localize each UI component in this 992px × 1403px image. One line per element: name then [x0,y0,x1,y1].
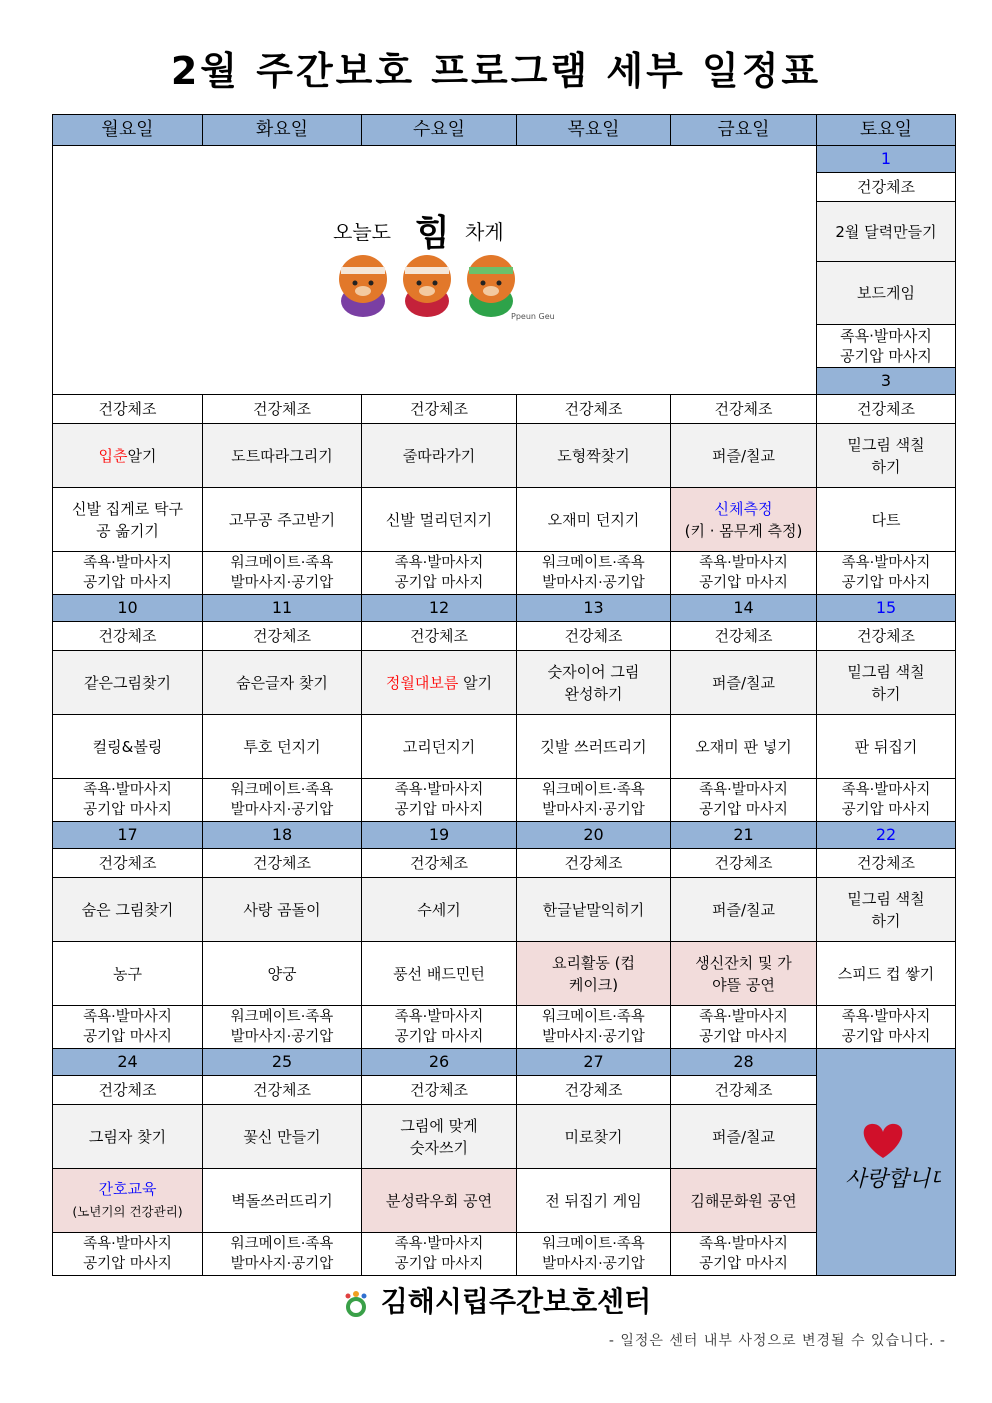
exercise-cell: 건강체조 [362,1076,517,1105]
program-cell: 투호 던지기 [203,715,362,779]
date-cell: 13 [517,595,671,622]
massage-cell: 족욕·발마사지 공기압 마사지 [671,1006,817,1049]
massage-cell: 족욕·발마사지 공기압 마사지 [817,1006,956,1049]
exercise-cell: 건강체조 [203,395,362,424]
massage-cell: 워크메이트·족욕 발마사지·공기압 [517,1006,671,1049]
program-cell: 숨은 그림찾기 [53,878,203,942]
footer-org-name: 김해시립주간보호센터 [380,1285,652,1318]
week2-massage-row [53,779,956,822]
weekday-thu: 목요일 [517,115,671,146]
program-cell: 퍼즐/칠교 [671,1105,817,1169]
date-cell: 21 [671,822,817,849]
exercise-cell: 건강체조 [671,849,817,878]
footer-org [0,1280,992,1320]
date-cell: 10 [53,595,203,622]
exercise-cell: 건강체조 [817,849,956,878]
program-cell: 벽돌쓰러뜨리기 [203,1169,362,1233]
exercise-cell: 건강체조 [817,395,956,424]
date-1-label: 1 [880,149,892,168]
program-cell: 줄따라가기 [362,424,517,488]
program-cell: 꽃신 만들기 [203,1105,362,1169]
sat1-program1: 2월 달력만들기 [817,202,956,262]
program-cell: 퍼즐/칠교 [671,651,817,715]
exercise-cell: 건강체조 [671,395,817,424]
footer-note: - 일정은 센터 내부 사정으로 변경될 수 있습니다. - [608,1333,946,1349]
exercise-cell: 건강체조 [203,849,362,878]
date-cell: 15 [817,595,956,622]
program-cell: 오재미 판 넣기 [671,715,817,779]
program-cell: 미로찾기 [517,1105,671,1169]
date-cell: 3 [817,368,956,395]
program-cell: 숫자이어 그림완성하기 [517,651,671,715]
massage-cell: 족욕·발마사지 공기압 마사지 [817,779,956,822]
massage-cell: 족욕·발마사지 공기압 마사지 [53,552,203,595]
week0-date-row [53,146,956,173]
program-cell: 도트따라그리기 [203,424,362,488]
massage-cell: 워크메이트·족욕 발마사지·공기압 [203,1233,362,1276]
date-cell: 27 [517,1049,671,1076]
weekday-wed: 수요일 [362,115,517,146]
date-cell: 17 [53,822,203,849]
program-cell: 고무공 주고받기 [203,488,362,552]
page-title: 2월 주간보호 프로그램 세부 일정표 [170,49,822,93]
program-cell: 정월대보름 알기 [362,651,517,715]
program-cell-special: 생신잔치 및 가야뜰 공연 [671,942,817,1006]
week2-date-row [53,595,956,622]
massage-cell: 족욕·발마사지 공기압 마사지 [53,1006,203,1049]
exercise-cell: 건강체조 [203,1076,362,1105]
program-cell: 도형짝찾기 [517,424,671,488]
date-cell: 22 [817,822,956,849]
week3-exercise-row [53,849,956,878]
program-cell: 전 뒤집기 게임 [517,1169,671,1233]
week2-program1-row [53,651,956,715]
date-1 [817,146,956,173]
sat1-massage: 족욕·발마사지 공기압 마사지 [817,325,956,368]
massage-cell: 워크메이트·족욕 발마사지·공기압 [517,552,671,595]
program-cell: 컬링&볼링 [53,715,203,779]
week1-massage-row [53,552,956,595]
program-cell: 밑그림 색칠하기 [817,878,956,942]
date-cell: 14 [671,595,817,622]
program-cell: 퍼즐/칠교 [671,878,817,942]
program-cell-special: 분성락우회 공연 [362,1169,517,1233]
date-cell: 25 [203,1049,362,1076]
center-logo-icon [341,1288,371,1318]
exercise-cell: 건강체조 [53,622,203,651]
massage-cell: 워크메이트·족욕 발마사지·공기압 [203,552,362,595]
weekday-mon: 월요일 [53,115,203,146]
date-cell: 11 [203,595,362,622]
banner-text-3: 차게 [464,220,504,244]
program-cell: 한글낱말익히기 [517,878,671,942]
sat1-program2: 보드게임 [817,262,956,325]
banner-mark: Ppeun Geul [510,312,555,321]
program-cell: 신발 멀리던지기 [362,488,517,552]
date-cell: 19 [362,822,517,849]
program-cell: 수세기 [362,878,517,942]
weekday-sat: 토요일 [817,115,956,146]
program-cell: 사랑 곰돌이 [203,878,362,942]
massage-cell: 족욕·발마사지 공기압 마사지 [671,1233,817,1276]
exercise-cell: 건강체조 [53,849,203,878]
banner-text-2: 힘 [414,213,450,254]
program-cell: 양궁 [203,942,362,1006]
program-cell: 다트 [817,488,956,552]
massage-cell: 워크메이트·족욕 발마사지·공기압 [203,779,362,822]
date-cell: 28 [671,1049,817,1076]
week3-program2-row [53,942,956,1006]
program-cell: 밑그림 색칠하기 [817,424,956,488]
exercise-cell: 건강체조 [53,1076,203,1105]
exercise-cell: 건강체조 [671,1076,817,1105]
schedule-table [52,114,956,1276]
love-cell [817,1049,956,1276]
exercise-cell: 건강체조 [362,395,517,424]
massage-cell: 족욕·발마사지 공기압 마사지 [362,779,517,822]
massage-cell: 족욕·발마사지 공기압 마사지 [53,1233,203,1276]
massage-cell: 워크메이트·족욕 발마사지·공기압 [203,1006,362,1049]
program-cell-special: 요리활동 (컵케이크) [517,942,671,1006]
exercise-cell: 건강체조 [362,849,517,878]
bear-red-icon [403,255,451,317]
week3-date-row [53,822,956,849]
exercise-cell: 건강체조 [671,622,817,651]
massage-cell: 족욕·발마사지 공기압 마사지 [671,779,817,822]
massage-cell: 족욕·발마사지 공기압 마사지 [817,552,956,595]
massage-cell: 족욕·발마사지 공기압 마사지 [362,552,517,595]
massage-cell: 족욕·발마사지 공기압 마사지 [362,1006,517,1049]
program-cell: 신발 집게로 탁구공 옮기기 [53,488,203,552]
date-cell: 12 [362,595,517,622]
massage-cell: 워크메이트·족욕 발마사지·공기압 [517,779,671,822]
program-cell: 그림에 맞게 숫자쓰기 [362,1105,517,1169]
program-cell: 농구 [53,942,203,1006]
program-cell-special: 간호교육 (노년기의 건강관리) [53,1169,203,1233]
exercise-cell: 건강체조 [517,1076,671,1105]
program-cell: 퍼즐/칠교 [671,424,817,488]
program-cell: 그림자 찾기 [53,1105,203,1169]
exercise-cell: 건강체조 [362,622,517,651]
week3-massage-row [53,1006,956,1049]
program-cell: 입춘알기 [53,424,203,488]
program-cell-special: 김해문화원 공연 [671,1169,817,1233]
date-cell: 24 [53,1049,203,1076]
exercise-cell: 건강체조 [817,622,956,651]
program-cell: 밑그림 색칠하기 [817,651,956,715]
banner-cell [53,146,817,395]
program-cell: 풍선 배드민턴 [362,942,517,1006]
love-text: 사랑합니다 [845,1167,941,1192]
banner-text-1: 오늘도 [332,220,391,244]
week1-program2-row [53,488,956,552]
weekday-tue: 화요일 [203,115,362,146]
massage-cell: 족욕·발마사지 공기압 마사지 [362,1233,517,1276]
program-cell: 고리던지기 [362,715,517,779]
program-cell: 숨은글자 찾기 [203,651,362,715]
massage-cell: 워크메이트·족욕 발마사지·공기압 [517,1233,671,1276]
exercise-cell: 건강체조 [517,622,671,651]
weekday-header-row [53,115,956,146]
program-cell-special: 신체측정 (키 · 몸무게 측정) [671,488,817,552]
date-cell: 26 [362,1049,517,1076]
massage-cell: 족욕·발마사지 공기압 마사지 [671,552,817,595]
program-cell: 판 뒤집기 [817,715,956,779]
massage-cell: 족욕·발마사지 공기압 마사지 [53,779,203,822]
sat1-exercise: 건강체조 [817,173,956,202]
exercise-cell: 건강체조 [517,849,671,878]
week3-program1-row [53,878,956,942]
bear-green-icon [467,255,515,317]
week2-exercise-row [53,622,956,651]
exercise-cell: 건강체조 [203,622,362,651]
program-cell: 스피드 컵 쌓기 [817,942,956,1006]
bear-purple-icon [339,255,387,317]
program-cell: 같은그림찾기 [53,651,203,715]
week1-exercise-row [53,395,956,424]
date-cell: 20 [517,822,671,849]
week1-program1-row [53,424,956,488]
exercise-cell: 건강체조 [53,395,203,424]
exercise-cell: 건강체조 [517,395,671,424]
weekday-fri: 금요일 [671,115,817,146]
week2-program2-row [53,715,956,779]
week4-date-row [53,1049,956,1076]
date-cell: 18 [203,822,362,849]
program-cell: 오재미 던지기 [517,488,671,552]
heart-icon [831,1114,941,1204]
program-cell: 깃발 쓰러뜨리기 [517,715,671,779]
banner-illustration [315,197,555,337]
